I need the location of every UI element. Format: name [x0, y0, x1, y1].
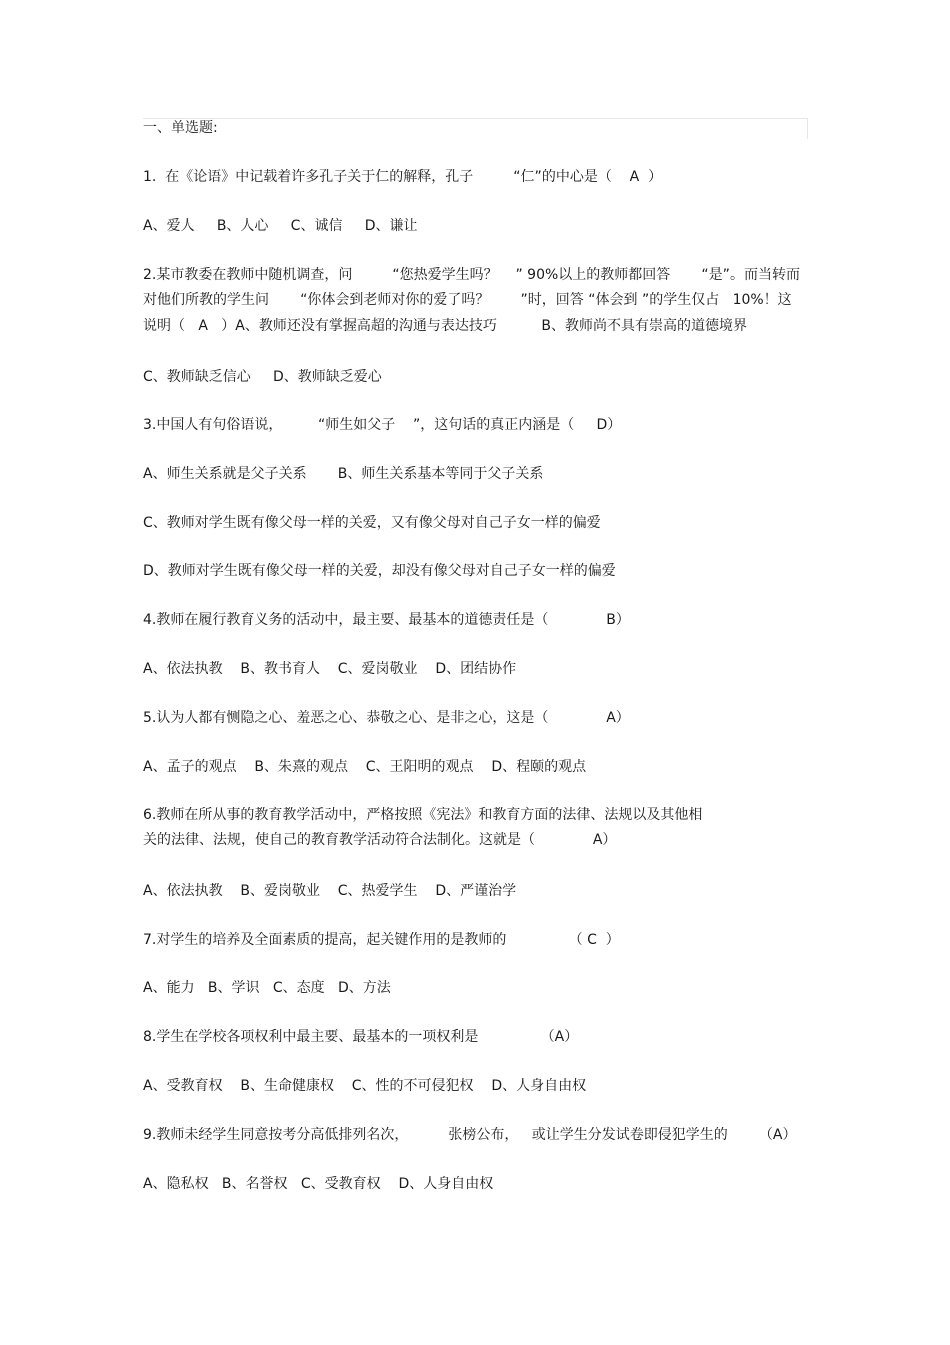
question-5-stem: 5.认为人都有恻隐之心、羞恶之心、恭敬之心、是非之心，这是（ A） — [143, 710, 630, 726]
question-9-options: A、隐私权 B、名誉权 C、受教育权 D、人身自由权 — [143, 1176, 494, 1192]
question-3-option-c: C、教师对学生既有像父母一样的关爱，又有像父母对自己子女一样的偏爱 — [143, 515, 601, 531]
question-8-stem: 8.学生在学校各项权利中最主要、最基本的一项权利是 （A） — [143, 1029, 579, 1045]
question-6-line-2: 关的法律、法规，使自己的教育教学活动符合法制化。这就是（ A） — [143, 832, 617, 848]
question-4-stem: 4.教师在履行教育义务的活动中，最主要、最基本的道德责任是（ B） — [143, 612, 630, 628]
section-title: 一、单选题: — [143, 120, 218, 136]
question-2-options: C、教师缺乏信心 D、教师缺乏爱心 — [143, 369, 382, 385]
question-8-options: A、受教育权 B、生命健康权 C、性的不可侵犯权 D、人身自由权 — [143, 1078, 587, 1094]
question-6-line-1: 6.教师在所从事的教育教学活动中，严格按照《宪法》和教育方面的法律、法规以及其他相 — [143, 807, 703, 823]
question-6-options: A、依法执教 B、爱岗敬业 C、热爱学生 D、严谨治学 — [143, 883, 517, 899]
question-1-options: A、爱人 B、人心 C、诚信 D、谦让 — [143, 218, 418, 234]
section-header-box — [143, 118, 808, 139]
question-2-line-3: 说明（ A ）A、教师还没有掌握高超的沟通与表达技巧 B、教师尚不具有崇高的道德境界 — [143, 318, 747, 334]
question-2-line-2: 对他们所教的学生问 “你体会到老师对你的爱了吗？ ”时，回答 “体会到 ”的学生仅占 10%！这 — [143, 292, 792, 308]
question-7-stem: 7.对学生的培养及全面素质的提高，起关键作用的是教师的 （ C ） — [143, 932, 620, 948]
question-7-options: A、能力 B、学识 C、态度 D、方法 — [143, 980, 391, 996]
question-9-stem: 9.教师未经学生同意按考分高低排列名次， 张榜公布， 或让学生分发试卷即侵犯学生的 （A） — [143, 1127, 797, 1143]
question-5-options: A、孟子的观点 B、朱熹的观点 C、王阳明的观点 D、程颐的观点 — [143, 759, 587, 775]
question-1-stem: 1. 在《论语》中记载着许多孔子关于仁的解释，孔子 “仁”的中心是（ A ） — [143, 169, 663, 185]
question-4-options: A、依法执教 B、教书育人 C、爱岗敬业 D、团结协作 — [143, 661, 517, 677]
question-2-line-1: 2.某市教委在教师中随机调查，问 “您热爱学生吗？ ” 90%以上的教师都回答 “是”。而当转而 — [143, 267, 800, 283]
question-3-option-d: D、教师对学生既有像父母一样的关爱，却没有像父母对自己子女一样的偏爱 — [143, 563, 616, 579]
question-3-options-ab: A、师生关系就是父子关系 B、师生关系基本等同于父子关系 — [143, 466, 544, 482]
question-3-stem: 3.中国人有句俗语说， “师生如父子 ”，这句话的真正内涵是（ D） — [143, 417, 622, 433]
